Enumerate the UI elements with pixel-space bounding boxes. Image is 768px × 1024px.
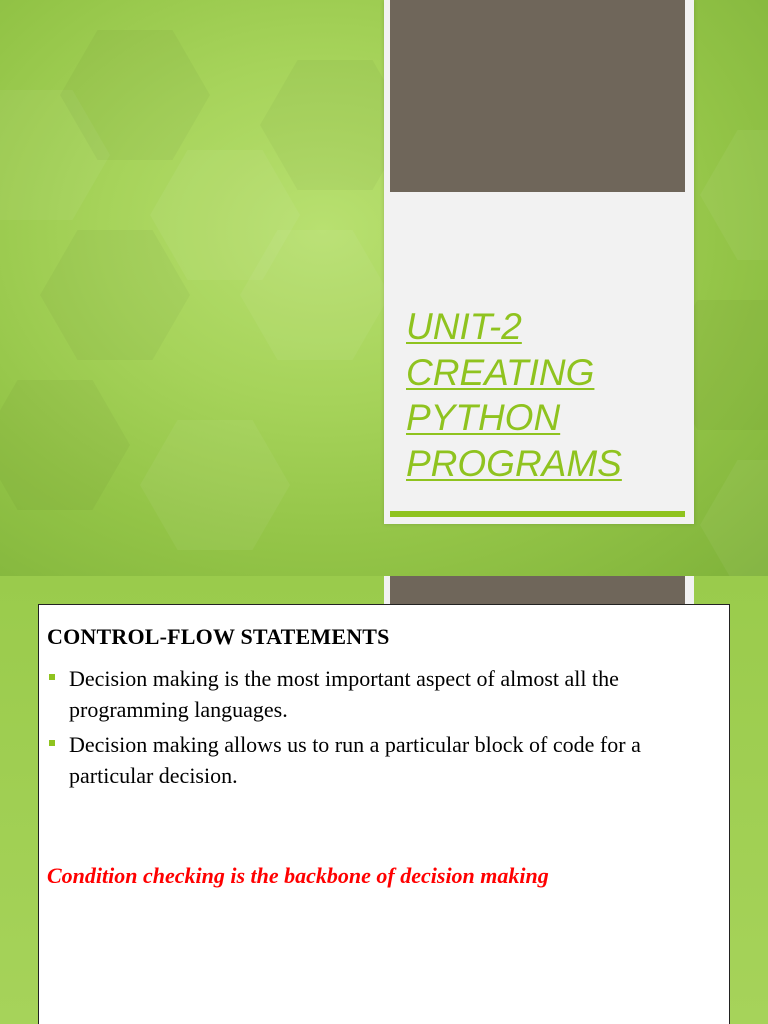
section-heading: CONTROL-FLOW STATEMENTS — [47, 624, 390, 649]
hexagon-decoration — [140, 420, 290, 550]
title-line: PYTHON — [406, 397, 561, 438]
hexagon-decoration — [0, 380, 130, 510]
hexagon-decoration — [40, 230, 190, 360]
bullet-item — [47, 729, 723, 791]
hexagon-decoration — [700, 130, 768, 260]
highlight-statement: Condition checking is the backbone of decision making — [47, 863, 549, 888]
title-underline-bar — [390, 511, 685, 517]
title-panel — [384, 0, 694, 524]
title-panel-header-block — [390, 0, 685, 192]
title-line: CREATING — [406, 351, 595, 393]
bullet-list — [47, 663, 723, 795]
bullet-item — [47, 663, 723, 725]
hexagon-decoration — [700, 460, 768, 576]
title-line: PROGRAMS — [406, 442, 622, 484]
content-slide — [0, 576, 768, 1024]
bullet-text: Decision making is the most important aspect of almost all the programming languages. — [69, 666, 619, 722]
content-box — [38, 604, 730, 1024]
slide-title — [406, 304, 686, 486]
square-bullet-icon — [49, 674, 55, 680]
square-bullet-icon — [49, 740, 55, 746]
bullet-text: Decision making allows us to run a particular block of code for a particular decision. — [69, 732, 641, 788]
title-line: UNIT-2 — [406, 306, 522, 347]
